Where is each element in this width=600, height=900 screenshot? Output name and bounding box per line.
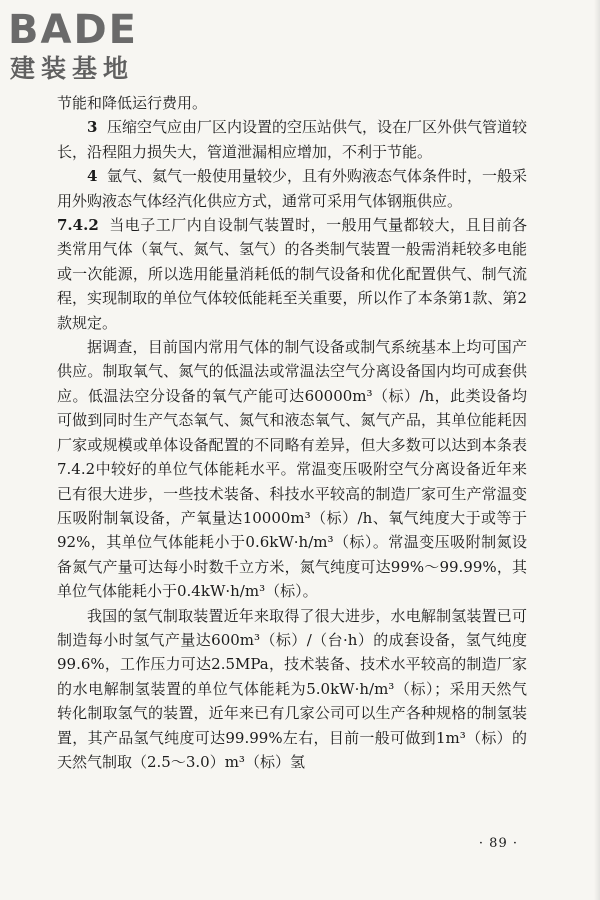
paragraph-continuation [57,91,527,115]
paragraph-text: 压缩空气应由厂区内设置的空压站供气，设在厂区外供气管道较长，沿程阻力损失大，管道泄漏相应增加，不利于节能。 [57,118,527,161]
bade-logo [8,8,178,88]
item-number: 4 [87,167,98,186]
page-edge-shadow [594,0,600,900]
paragraph-survey [57,335,527,603]
page-number: · 89 · [478,836,518,851]
paragraph-text: 节能和降低运行费用。 [57,94,208,112]
logo-tagline-text: 建装基地 [10,54,135,83]
paragraph-item-4 [57,164,527,213]
logo-brand-text: BADE [8,7,138,53]
paragraph-text: 我国的氢气制取装置近年来取得了很大进步，水电解制氢装置已可制造每小时氢气产量达600m³（标）/（台·h）的成套设备，氢气纯度99.6%，工作压力可达2.5MPa，技术装备、技术水平较高的制造厂家的水电解制氢装置的单位气体能耗为5.0kW·h/m³（标）；采用天然气转化制取氢气的装置，近年来已有几家公司可以生产各种规格的制氢装置，其产品氢气纯度可达99.99%左右，目前一般可做到1m³（标）的天然气制取（2.5～3.0）m³（标）氢 [57,606,527,771]
paragraph-item-3 [57,115,527,164]
paragraph-text: 氩气、氦气一般使用量较少，且有外购液态气体条件时，一般采用外购液态气体经汽化供应方式，通常可采用气体钢瓶供应。 [57,167,527,210]
paragraph-clause-7-4-2 [57,213,527,335]
paragraph-text: 当电子工厂内自设制气装置时，一般用气量都较大，且目前各类常用气体（氧气、氮气、氢气）的各类制气装置一般需消耗较多电能或一次能源，所以选用能量消耗低的制气设备和优化配置供气、制气流程，实现制取的单位气体较低能耗至关重要，所以作了本条第1款、第2款规定。 [57,216,527,332]
paragraph-text: 据调查，目前国内常用气体的制气设备或制气系统基本上均可国产供应。制取氧气、氮气的低温法或常温法空气分离设备国内均可成套供应。低温法空分设备的氧气产能可达60000m³（标）/h，此类设备均可做到同时生产气态氧气、氮气和液态氧气、氮气产品，其单位能耗因厂家或规模或单体设备配置的不同略有差异，但大多数可以达到本条表7.4.2中较好的单位气体能耗水平。常温变压吸附空气分离设备近年来已有很大进步，一些技术装备、科技水平较高的制造厂家可生产常温变压吸附制氧设备，产氧量达10000m³（标）/h、氧气纯度大于或等于92%，其单位气体能耗小于0.6kW·h/m³（标）。常温变压吸附制氮设备氮气产量可达每小时数千立方米，氮气纯度可达99%～99.99%，其单位气体能耗小于0.4kW·h/m³（标）。 [57,338,527,601]
item-number: 3 [87,118,98,137]
document-body [57,91,527,774]
clause-number: 7.4.2 [57,216,99,235]
paragraph-hydrogen [57,604,527,775]
